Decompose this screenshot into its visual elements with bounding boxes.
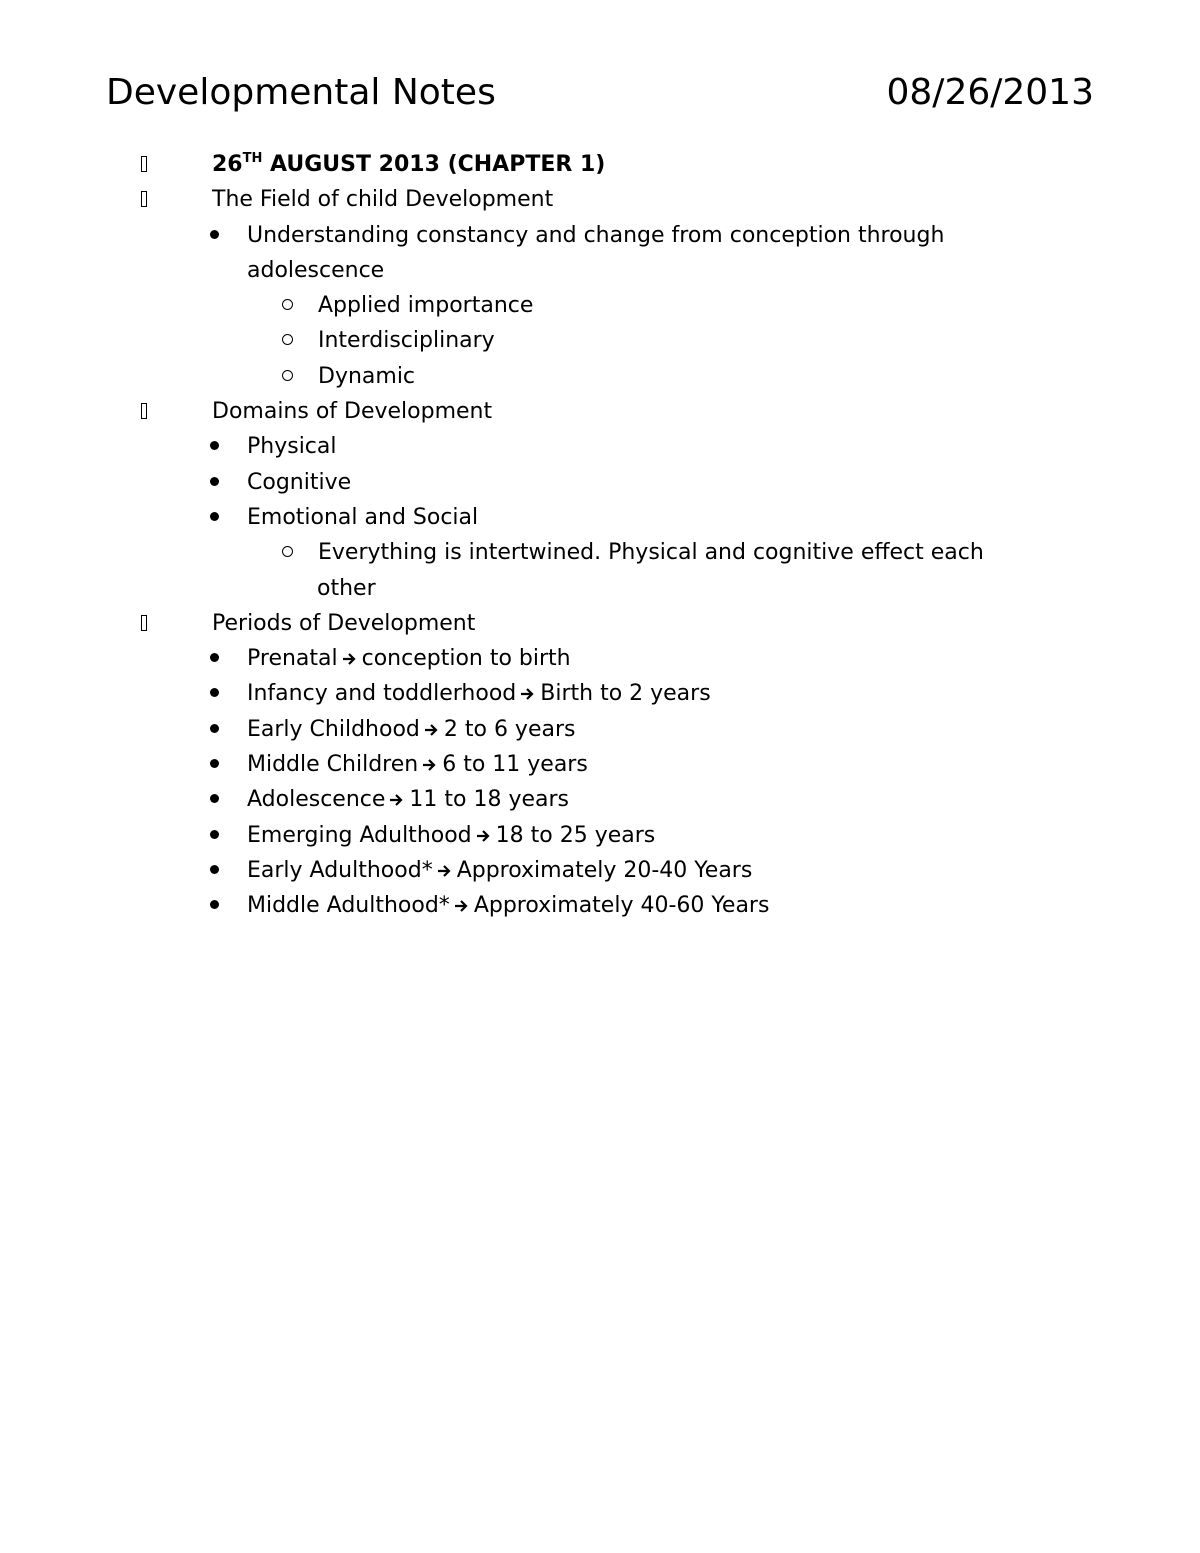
- right-arrow-icon: [437, 864, 451, 878]
- list-item-text: adolescence: [247, 257, 385, 283]
- outline-item-section: [0, 182, 1200, 217]
- filled-circle-bullet-icon: [210, 676, 219, 711]
- period-range: conception to birth: [361, 646, 571, 672]
- period-text: [247, 641, 571, 676]
- box-glyph-icon: [141, 182, 147, 217]
- list-item-text: Cognitive: [247, 469, 352, 495]
- period-range: 18 to 25 years: [495, 822, 656, 848]
- list-item: [0, 465, 1200, 500]
- filled-circle-bullet-icon: [210, 465, 219, 500]
- period-range: Birth to 2 years: [540, 681, 711, 707]
- notes-outline: [0, 147, 1200, 924]
- right-arrow-icon: [342, 652, 356, 666]
- period-range: 11 to 18 years: [409, 787, 570, 813]
- sub-list-item: [0, 359, 1200, 394]
- section-title: Domains of Development: [212, 399, 493, 425]
- period-name: Early Adulthood*: [247, 857, 433, 883]
- filled-circle-bullet-icon: [210, 782, 219, 817]
- heading-rest: AUGUST 2013 (CHAPTER 1): [262, 152, 606, 177]
- section-title: Periods of Development: [212, 610, 476, 636]
- filled-circle-bullet-icon: [210, 712, 219, 747]
- period-text: [247, 712, 575, 747]
- period-item: [0, 818, 1200, 853]
- period-text: [247, 818, 655, 853]
- list-item: [0, 218, 1200, 253]
- list-item: [0, 429, 1200, 464]
- outline-item-section: [0, 394, 1200, 429]
- heading-day: 26: [212, 152, 243, 177]
- list-item-text: Physical: [247, 434, 337, 460]
- period-range: Approximately 20-40 Years: [456, 857, 753, 883]
- right-arrow-icon: [454, 899, 468, 913]
- list-item-text: Emotional and Social: [247, 504, 479, 530]
- period-item: [0, 853, 1200, 888]
- sub-list-item-text: Interdisciplinary: [318, 328, 495, 354]
- document-date: 08/26/2013: [886, 72, 1094, 113]
- box-glyph-icon: [141, 394, 147, 429]
- sub-list-item-text: Dynamic: [318, 363, 416, 389]
- list-item: [0, 500, 1200, 535]
- period-name: Middle Children: [247, 752, 419, 778]
- period-text: [247, 747, 588, 782]
- hollow-circle-bullet-icon: [282, 288, 293, 323]
- filled-circle-bullet-icon: [210, 218, 219, 253]
- sub-list-item-continuation: [0, 571, 1200, 606]
- period-text: [247, 676, 711, 711]
- period-item: [0, 676, 1200, 711]
- sub-list-item: [0, 288, 1200, 323]
- period-item: [0, 782, 1200, 817]
- right-arrow-icon: [389, 793, 403, 807]
- period-item: [0, 712, 1200, 747]
- period-item: [0, 888, 1200, 923]
- list-item-text: Understanding constancy and change from conception through: [247, 222, 945, 248]
- right-arrow-icon: [520, 687, 534, 701]
- heading-day-suffix: TH: [242, 151, 263, 166]
- section-title: The Field of child Development: [212, 187, 554, 213]
- period-text: [247, 853, 752, 888]
- filled-circle-bullet-icon: [210, 818, 219, 853]
- period-range: Approximately 40-60 Years: [473, 893, 770, 919]
- filled-circle-bullet-icon: [210, 888, 219, 923]
- filled-circle-bullet-icon: [210, 641, 219, 676]
- box-glyph-icon: [141, 606, 147, 641]
- period-range: 2 to 6 years: [443, 716, 576, 742]
- hollow-circle-bullet-icon: [282, 323, 293, 358]
- right-arrow-icon: [424, 723, 438, 737]
- period-name: Infancy and toddlerhood: [247, 681, 517, 707]
- period-name: Adolescence: [247, 787, 386, 813]
- filled-circle-bullet-icon: [210, 500, 219, 535]
- hollow-circle-bullet-icon: [282, 359, 293, 394]
- period-text: [247, 888, 769, 923]
- page-header: [106, 68, 1094, 118]
- period-range: 6 to 11 years: [442, 752, 588, 778]
- period-name: Prenatal: [247, 646, 338, 672]
- period-name: Early Childhood: [247, 716, 420, 742]
- period-text: [247, 782, 569, 817]
- filled-circle-bullet-icon: [210, 853, 219, 888]
- outline-item-section: [0, 606, 1200, 641]
- filled-circle-bullet-icon: [210, 429, 219, 464]
- sub-list-item: [0, 535, 1200, 570]
- period-name: Emerging Adulthood: [247, 822, 472, 848]
- filled-circle-bullet-icon: [210, 747, 219, 782]
- right-arrow-icon: [422, 758, 436, 772]
- hollow-circle-bullet-icon: [282, 535, 293, 570]
- box-glyph-icon: [141, 147, 147, 182]
- period-item: [0, 641, 1200, 676]
- sub-list-item-text: other: [317, 575, 376, 601]
- sub-list-item-text: Everything is intertwined. Physical and cognitive effect each: [318, 540, 984, 566]
- outline-item-heading: [0, 147, 1200, 182]
- sub-list-item: [0, 323, 1200, 358]
- right-arrow-icon: [476, 829, 490, 843]
- chapter-heading: [212, 147, 605, 182]
- list-item-continuation: [0, 253, 1200, 288]
- sub-list-item-text: Applied importance: [318, 293, 534, 319]
- period-item: [0, 747, 1200, 782]
- document-title: Developmental Notes: [106, 72, 496, 113]
- period-name: Middle Adulthood*: [247, 893, 450, 919]
